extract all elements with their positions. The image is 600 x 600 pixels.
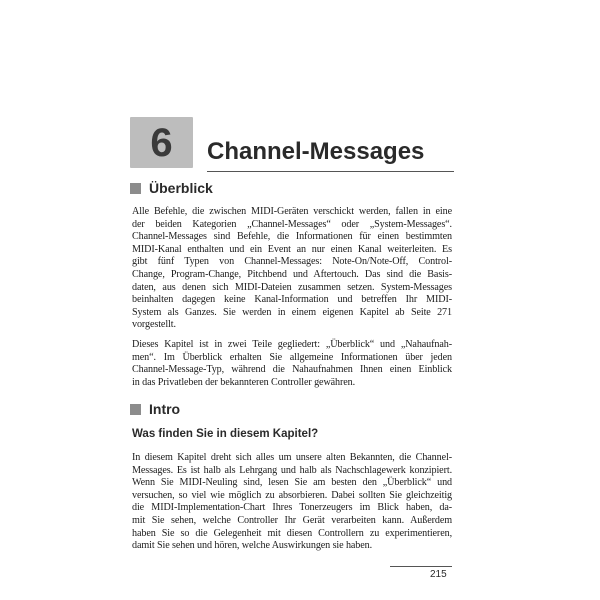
footer-rule [390,566,452,567]
text-line: Channel-Message-Typ, während die Nahaufnahmen Ihnen einen Einblick [132,364,452,376]
section-marker-icon [130,183,141,194]
overview-paragraph-2 [132,339,452,389]
text-line: Messages. Es ist halb als Lehrgang und halb als Nachschlagewerk konzipiert. [132,464,452,476]
text-line: gibt fünf Typen von Channel-Messages: Note-On/Note-Off, Control- [132,256,452,268]
text-line: MIDI-Kanal enthalten und ein Event an nur einen Kanal weiterleiten. Es [132,243,452,255]
text-line: Alle Befehle, die zwischen MIDI-Geräten verschickt werden, fallen in eine [132,206,452,217]
text-line: damit Sie sehen und hören, welche Auswirkungen sie haben. [132,540,373,552]
chapter-number-box [130,117,193,168]
text-line: Change, Program-Change, Pitchbend und Aftertouch. Das sind die Basis- [132,268,452,280]
intro-paragraph-1 [132,452,452,553]
intro-subheading: Was finden Sie in diesem Kapitel? [132,428,319,440]
chapter-number: 6 [150,121,173,165]
text-line: men“. Im Überblick erhalten Sie allgemeine Informationen über jeden [132,351,452,363]
text-line: die MIDI-Implementation-Chart Ihres Tonerzeugers im Blick haben, da- [132,502,452,514]
text-line: Wenn Sie MIDI-Neuling sind, lesen Sie am besten den „Überblick“ und [132,477,452,489]
text-line: mit Sie sehen, welche Controller Ihr Gerät verarbeiten kann. Außerdem [132,514,452,526]
section-heading-intro [130,401,180,417]
section-heading-text: Überblick [149,180,213,196]
text-line: In diesem Kapitel dreht sich alles um unsere alten Bekannten, die Channel- [132,452,452,463]
page-number: 215 [430,569,447,580]
title-underline [207,171,454,172]
text-line: beinhalten dagegen keine Kanal-Information und betreffen Ihr MIDI- [132,294,452,306]
section-marker-icon [130,404,141,415]
chapter-title: Channel-Messages [207,138,425,165]
section-heading-overview [130,180,213,196]
text-line: daten, aus denen sich MIDI-Dateien zusammen setzen. System-Messages [132,281,452,293]
text-line: vorgestellt. [132,319,176,331]
text-line: Channel-Messages sind Befehle, die Informationen für einen bestimmten [132,231,452,243]
overview-paragraph-1 [132,206,452,332]
text-line: Dieses Kapitel ist in zwei Teile gegliedert: „Überblick“ und „Nahaufnah- [132,339,452,350]
section-heading-text: Intro [149,401,181,417]
text-line: System als Ganzes. Sie werden in einem eigenen Kapitel ab Seite 271 [132,306,452,318]
text-line: in das Privatleben der bekannteren Controller gewähren. [132,376,356,388]
text-line: der beiden Kategorien „Channel-Messages“ oder „System-Messages“. [132,218,452,230]
text-line: haben Sie so die Gelegenheit mit diesen Controllern zu experimentieren, [132,527,452,539]
text-line: versuchen, so viel wie möglich zu absorbieren. Dabei sollten Sie gleichzeitig [132,489,452,501]
